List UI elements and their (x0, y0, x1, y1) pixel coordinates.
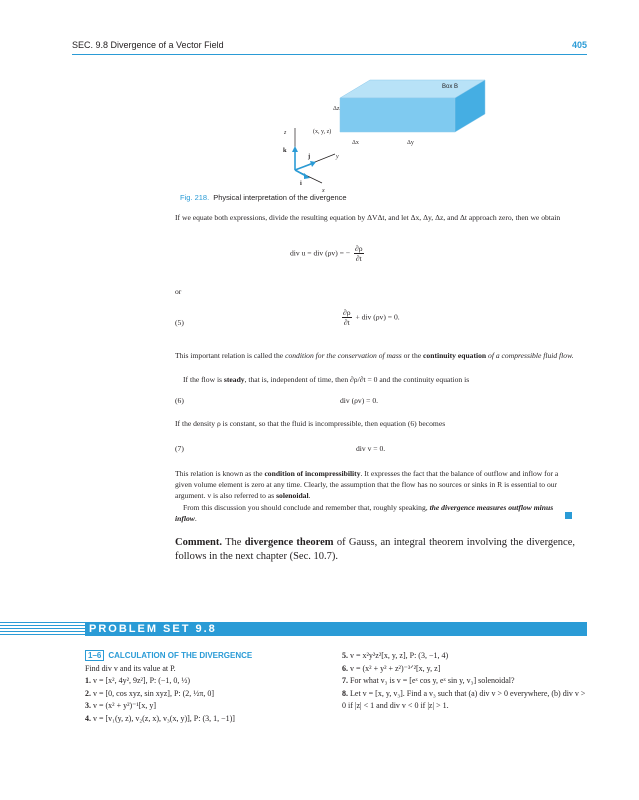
problem-text: v = [x², 4y², 9z²], P: (−1, 0, ½) (93, 676, 191, 685)
drho-dt-fraction (354, 244, 364, 263)
page-number: 405 (571, 40, 587, 50)
problem-item (342, 688, 587, 713)
problem-number: 1. (85, 676, 91, 685)
term-continuity-equation: continuity equation (423, 351, 487, 360)
j-label: j (308, 153, 311, 160)
problem-item (85, 713, 340, 726)
text-run: of Gauss, an integral theorem involving the divergence, follows in the next chapter (Sec. 10.7). (175, 537, 575, 562)
paragraph-summary (175, 502, 575, 524)
term-incompressibility: condition of incompressibility (264, 469, 361, 478)
problem-number: 3. (85, 701, 91, 710)
x-axis-label: x (322, 188, 325, 194)
text-run: If the flow is (183, 375, 224, 384)
frac-numerator-5: ∂ρ (343, 308, 351, 317)
term-steady: steady (223, 375, 245, 384)
problem-text: Let v = [x, y, v₃]. Find a v₃ such that (a) div v > 0 everywhere, (b) div v > 0 if |z| < 1 and div v < 0 if |z| > 1. (342, 688, 586, 710)
problem-text: v = x²y²z²[x, y, z], P: (3, −1, 4) (350, 651, 449, 660)
point-label: (x, y, z) (313, 129, 332, 135)
text-run: , that is, independent of time, then ∂ρ/∂t = 0 and the continuity equation is (244, 375, 470, 384)
problem-number: 4. (85, 713, 91, 723)
text-run: . (308, 491, 311, 500)
equation-7: div v = 0. (356, 444, 386, 453)
problem-item (342, 663, 587, 676)
text-run: The (221, 537, 245, 548)
end-of-proof-square (565, 512, 572, 519)
problem-text: v = (x² + y²)⁻¹[x, y] (93, 701, 157, 710)
text-run: or the (401, 351, 424, 360)
k-label: k (283, 147, 287, 154)
equation-7-number: (7) (175, 444, 184, 453)
box-label: Box B (442, 84, 459, 90)
problem-set-right-column (342, 650, 587, 713)
equation-div-u-lhs: div u = div (ρv) = − (290, 248, 351, 258)
figure-218 (270, 70, 500, 195)
equation-6-number: (6) (175, 396, 184, 405)
paragraph-density: If the density ρ is constant, so that the fluid is incompressible, then equation (6) becomes (175, 419, 446, 428)
section-title: SEC. 9.8 Divergence of a Vector Field (72, 40, 224, 50)
problem-item (85, 675, 340, 688)
frac-denominator: ∂t (355, 254, 362, 263)
frac-numerator: ∂ρ (355, 244, 363, 253)
text-run: This relation is known as the (175, 469, 265, 478)
problem-text: v = [v₁(y, z), v₂(z, x), v₃(x, y)], P: (3, 1, −1)] (93, 713, 235, 723)
text-run: This important relation is called the (175, 351, 286, 360)
text-run: . It expresses the fact that the balance of outflow and inflow for a given volume element is zero at any time. Clearly, the assumption that the flow has no sources or sinks in R is essential to our argument. v is also referred to as (175, 469, 559, 500)
equation-5-number: (5) (175, 318, 184, 327)
equation-div-u (290, 244, 366, 263)
i-arrow-head (304, 173, 310, 179)
paragraph-steady (175, 374, 575, 385)
dy-label: Δy (407, 140, 414, 146)
problem-instruction: Find div v and its value at P. (85, 663, 176, 673)
word-or: or (175, 287, 182, 296)
problem-range: 1–6 (85, 650, 104, 661)
term-divergence-theorem: divergence theorem (244, 537, 334, 548)
problem-number: 7. (342, 676, 348, 685)
text-run: of a compressible fluid flow. (486, 351, 574, 360)
dz-label: Δz (333, 106, 340, 112)
paragraph-limit: If we equate both expressions, divide the resulting equation by ΔVΔt, and let Δx, Δy, Δz, and Δt approach zero, then we obtain (175, 213, 561, 222)
equation-5 (340, 308, 400, 327)
problem-text: v = (x² + y² + z²)⁻³ᐟ²[x, y, z] (350, 663, 441, 673)
problem-number: 6. (342, 663, 348, 673)
figure-caption-text: Physical interpretation of the divergence (213, 193, 347, 202)
equation-6: div (ρv) = 0. (340, 396, 379, 405)
paragraph-incompressibility (175, 468, 575, 501)
header-rule (72, 54, 587, 55)
equation-5-rest: + div (ρv) = 0. (355, 312, 400, 322)
problem-item (85, 700, 340, 713)
problem-item (342, 650, 587, 663)
box-front-face (340, 98, 455, 132)
problem-set-banner (0, 622, 587, 636)
drho-dt-fraction-5 (342, 308, 352, 327)
k-arrow-head (292, 146, 298, 152)
z-axis-label: z (284, 130, 287, 136)
y-axis-label: y (336, 154, 339, 160)
i-label: i (300, 180, 302, 187)
term-outflow-minus-inflow: the divergence measures outflow minus inflow (175, 503, 554, 523)
comment-label: Comment. (175, 537, 222, 548)
term-solenoidal: solenoidal (276, 491, 309, 500)
paragraph-continuity (175, 350, 575, 361)
problem-group-title: CALCULATION OF THE DIVERGENCE (108, 651, 253, 660)
problem-text: v = [0, cos xyz, sin xyz], P: (2, ½π, 0] (93, 688, 214, 698)
problem-number: 8. (342, 688, 348, 698)
text-run: . (194, 514, 197, 523)
problem-item (342, 675, 587, 688)
running-header (72, 40, 587, 54)
term-conservation-of-mass: condition for the conservation of mass (285, 351, 402, 360)
problem-item (85, 688, 340, 701)
problem-set-left-column (85, 650, 340, 725)
comment-paragraph (175, 536, 575, 564)
problem-number: 5. (342, 651, 348, 660)
text-run: From this discussion you should conclude and remember that, roughly speaking, (183, 503, 430, 512)
problem-number: 2. (85, 688, 91, 698)
j-vector (295, 164, 311, 170)
problem-group-heading (85, 650, 340, 663)
banner-stripes (0, 622, 85, 636)
problem-set-title: PROBLEM SET 9.8 (85, 622, 587, 636)
frac-denominator-5: ∂t (343, 318, 350, 327)
figure-caption-label: Fig. 218. (180, 193, 210, 202)
problem-text: For what v₃ is v = [eˣ cos y, eˣ sin y, v₃] solenoidal? (350, 676, 515, 685)
dx-label: Δx (352, 140, 359, 146)
figure-caption (180, 193, 347, 202)
